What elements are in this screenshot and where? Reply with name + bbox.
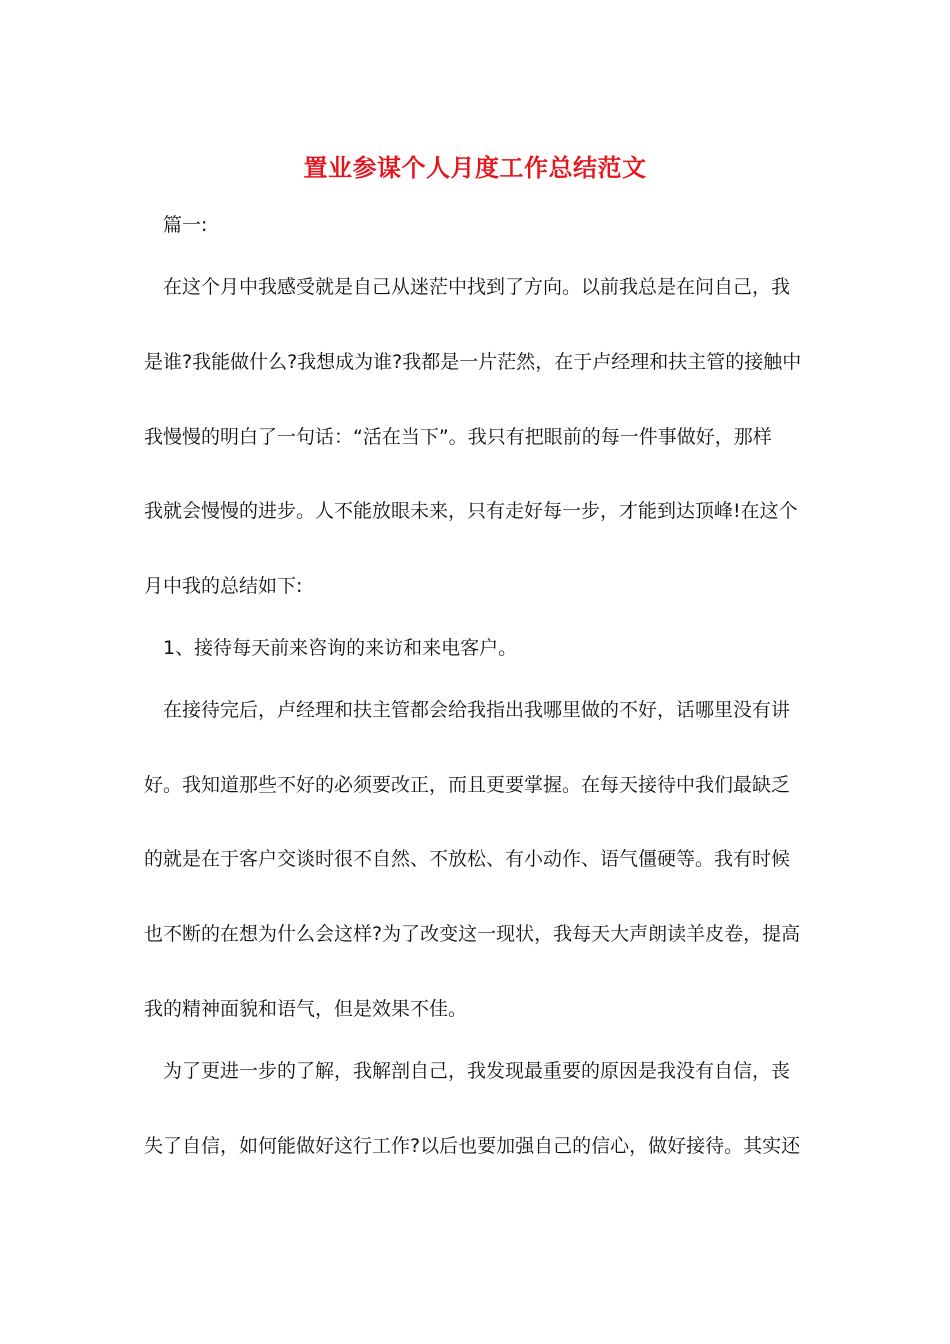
paragraph-line: 好。我知道那些不好的必须要改正，而且更要掌握。在每天接待中我们最缺乏	[144, 774, 791, 796]
paragraph-line: 是谁?我能做什么?我想成为谁?我都是一片茫然，在于卢经理和扶主管的接触中	[144, 351, 802, 373]
paragraph-line: 的就是在于客户交谈时很不自然、不放松、有小动作、语气僵硬等。我有时候	[144, 848, 791, 870]
paragraph-line: 失了自信，如何能做好这行工作?以后也要加强自己的信心，做好接待。其实还	[144, 1135, 801, 1157]
paragraph-line: 在这个月中我感受就是自己从迷茫中找到了方向。以前我总是在问自己，我	[163, 276, 791, 298]
section-heading: 篇一:	[163, 214, 208, 236]
list-item: 1、接待每天前来咨询的来访和来电客户。	[163, 637, 518, 659]
paragraph-line: 我慢慢的明白了一句话：“活在当下”。我只有把眼前的每一件事做好，那样	[144, 426, 772, 448]
paragraph-line: 在接待完后，卢经理和扶主管都会给我指出我哪里做的不好，话哪里没有讲	[163, 699, 791, 721]
paragraph-line: 我的精神面貌和语气，但是效果不佳。	[144, 998, 468, 1020]
paragraph-line: 我就会慢慢的进步。人不能放眼未来，只有走好每一步，才能到达顶峰!在这个	[144, 500, 798, 522]
paragraph-line: 也不断的在想为什么会这样?为了改变这一现状，我每天大声朗读羊皮卷，提高	[144, 923, 801, 945]
paragraph-line: 为了更进一步的了解，我解剖自己，我发现最重要的原因是我没有自信，丧	[163, 1060, 791, 1082]
document-title: 置业参谋个人月度工作总结范文	[303, 153, 647, 182]
paragraph-line: 月中我的总结如下:	[144, 575, 303, 597]
